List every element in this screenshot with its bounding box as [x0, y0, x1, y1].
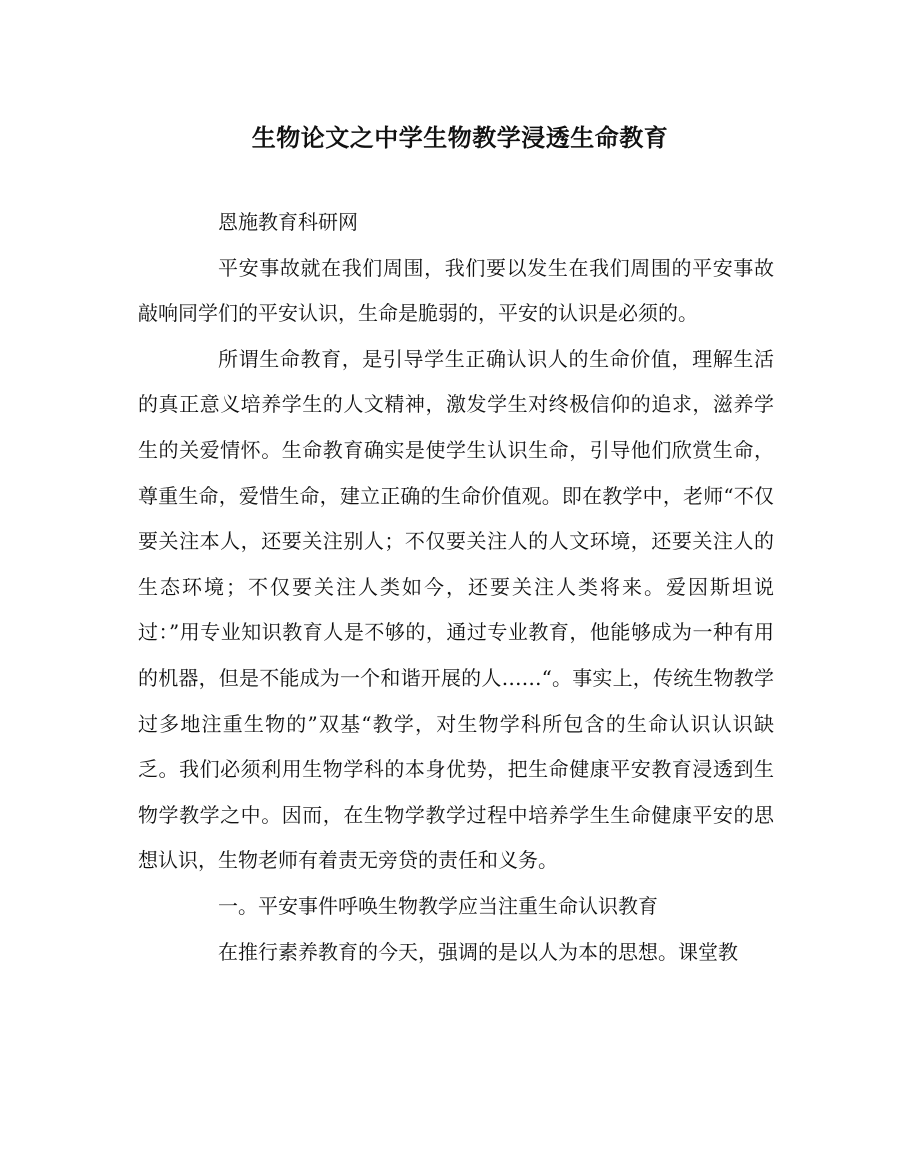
section-heading-1: 一。平安事件呼唤生物教学应当注重生命认识教育 [218, 893, 658, 918]
paragraph-intro: 平安事故就在我们周围，我们要以发生在我们周围的平安事故敲响同学们的平安认识，生命是脆弱的，平安的认识是必须的。 [138, 255, 774, 326]
paragraph-life-education: 所谓生命教育，是引导学生正确认识人的生命价值，理解生活的真正意义培养学生的人文精神，激发学生对终极信仰的追求，滋养学生的关爱情怀。生命教育确实是使学生认识生命，引导他们欣赏生命，尊重生命，爱惜生命，建立正确的生命价值观。即在教学中，老师“不仅要关注本人，还要关注别人；不仅要关注人的人文环境，还要关注人的生态环境；不仅要关注人类如今，还要关注人类将来。爱因斯坦说过：”用专业知识教育人是不够的，通过专业教育，他能够成为一种有用的机器，但是不能成为一个和谐开展的人……“。事实上，传统生物教学过多地注重生物的”双基“教学，对生物学科所包含的生命认识认识缺乏。我们必须利用生物学科的本身优势，把生命健康平安教育浸透到生物学教学之中。因而，在生物学教学过程中培养学生生命健康平安的思想认识，生物老师有着责无旁贷的责任和义务。 [138, 346, 774, 873]
document-title: 生物论文之中学生物教学浸透生命教育 [251, 123, 669, 152]
paragraph-section-1: 在推行素养教育的今天，强调的是以人为本的思想。课堂教 [218, 939, 738, 964]
source-line: 恩施教育科研网 [218, 210, 358, 234]
document-body [138, 200, 774, 975]
